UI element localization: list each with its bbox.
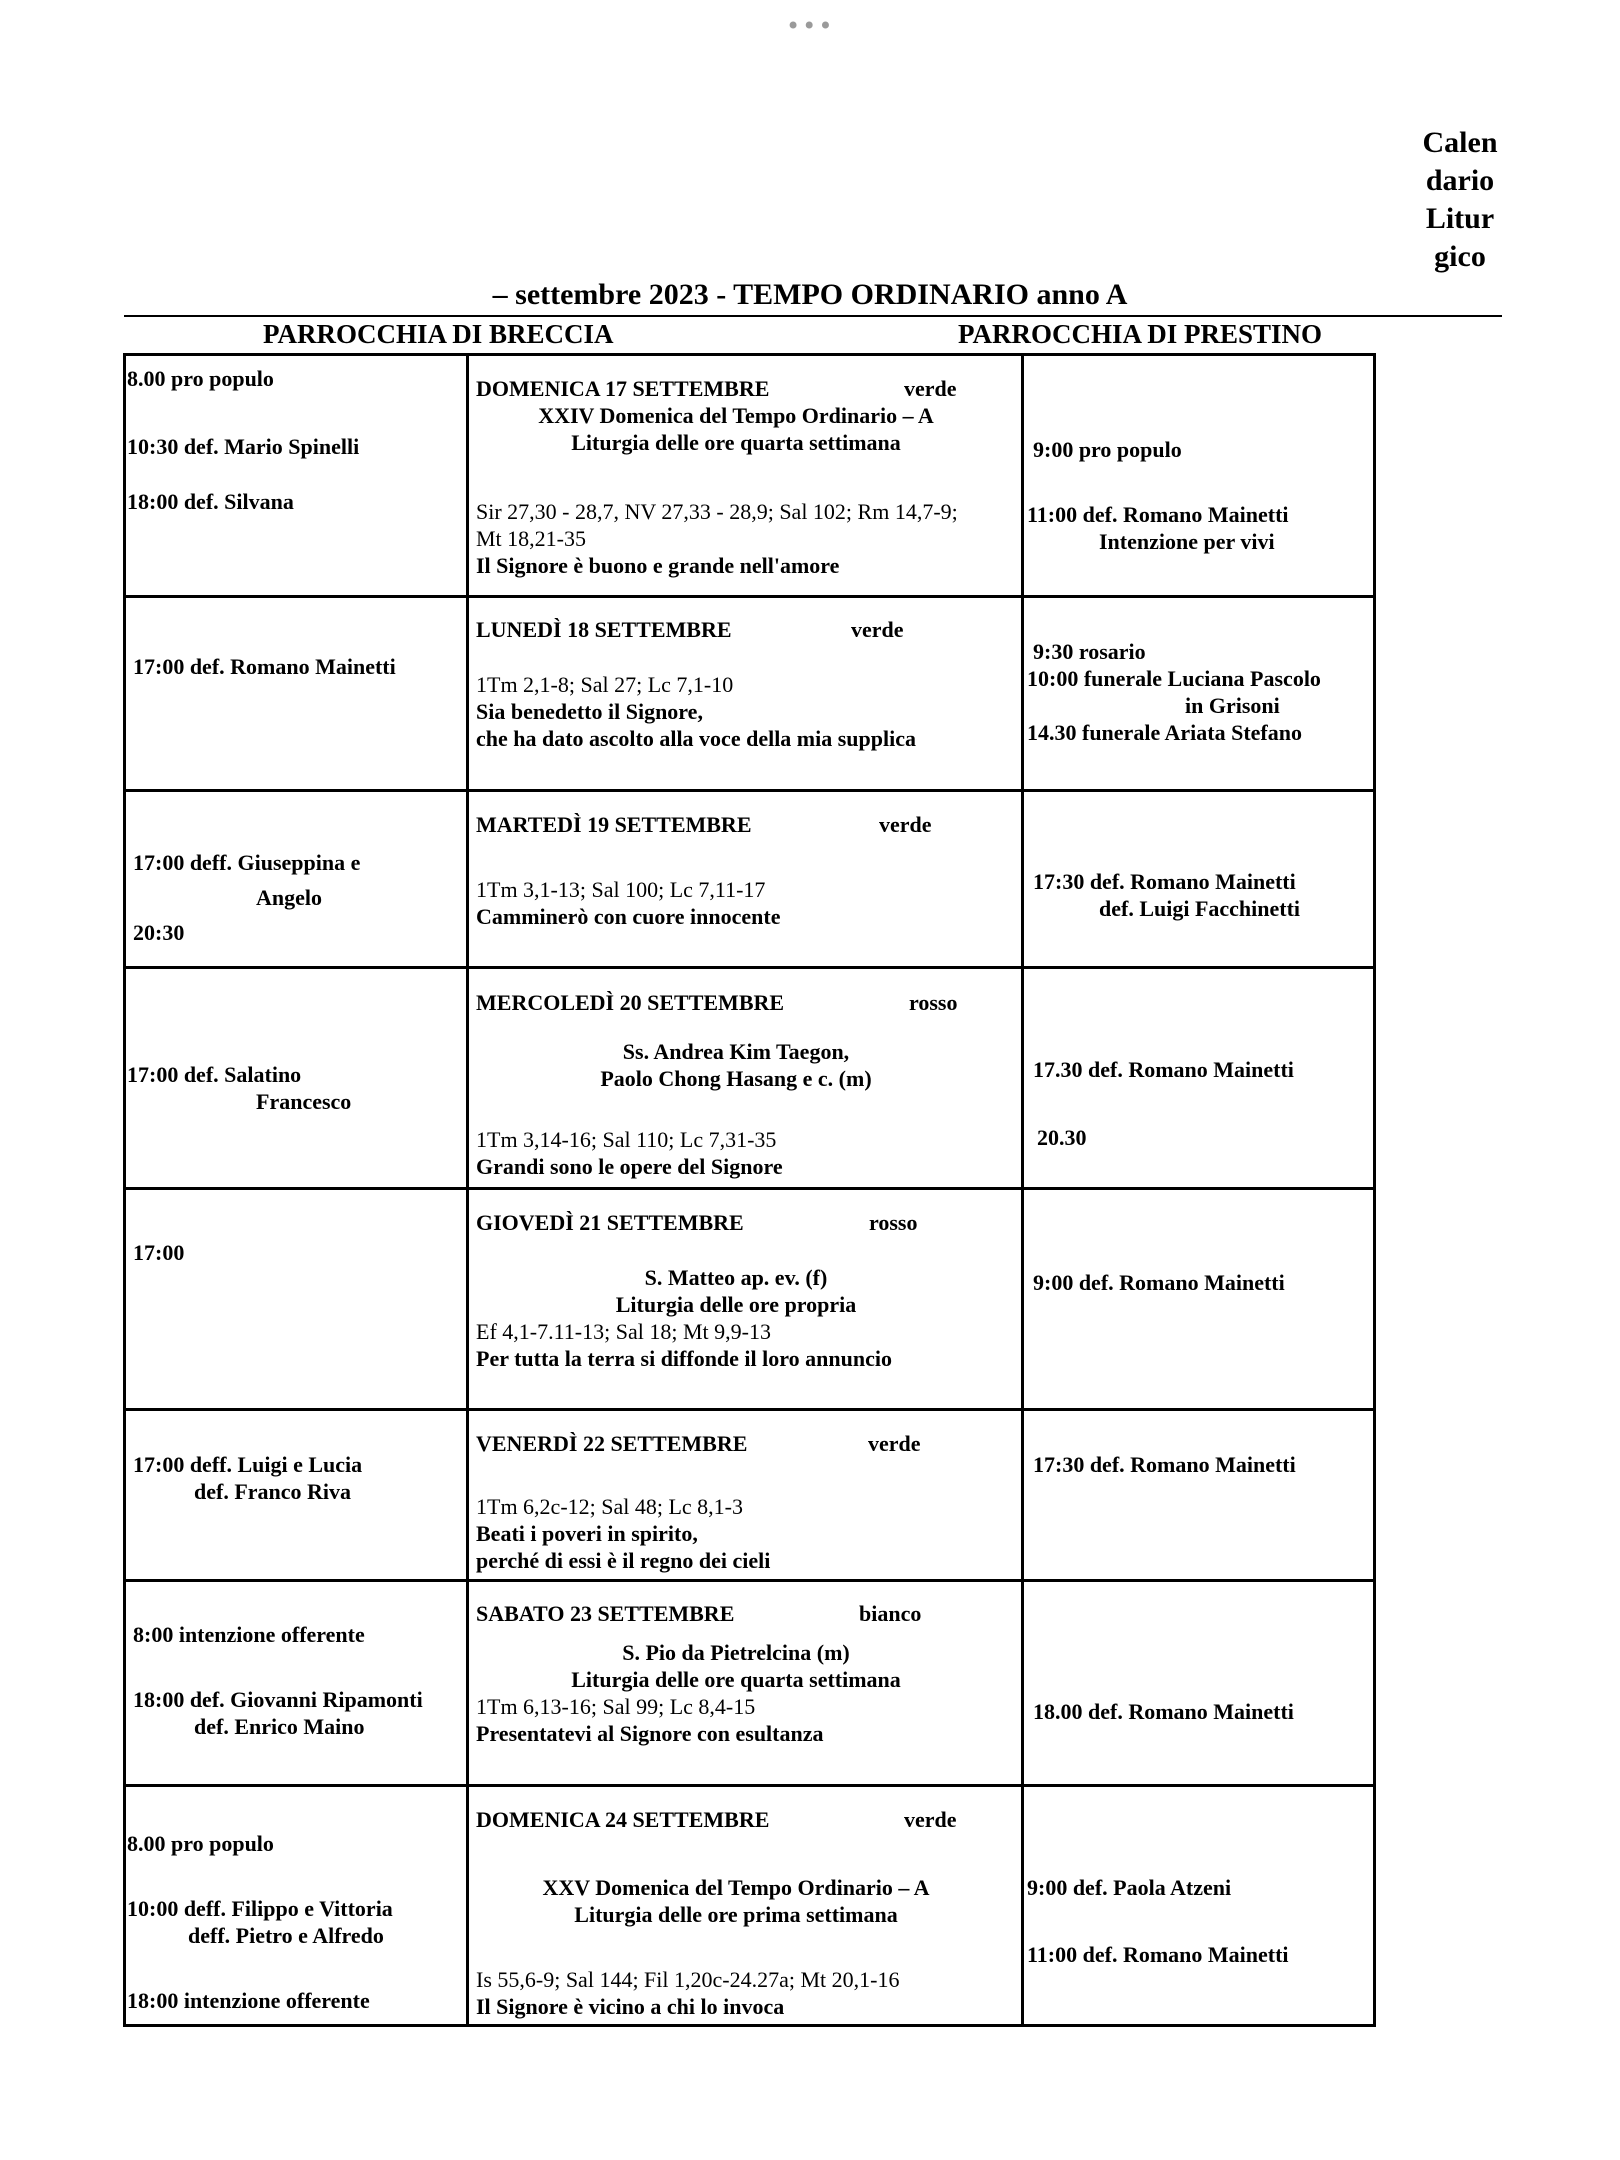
day-heading: SABATO 23 SETTEMBRE — [476, 1601, 735, 1626]
breccia-mass: def. Enrico Maino — [194, 1714, 365, 1739]
prestino-mass: Intenzione per vivi — [1099, 529, 1275, 554]
breccia-mass: Angelo — [256, 885, 322, 910]
breccia-mass: deff. Pietro e Alfredo — [188, 1923, 384, 1948]
row-divider — [123, 1187, 1376, 1190]
liturgical-color: rosso — [869, 1210, 918, 1235]
celebration-line: Liturgia delle ore propria — [615, 1292, 857, 1317]
psalm-refrain: Per tutta la terra si diffonde il loro annuncio — [476, 1346, 892, 1371]
day-heading: MARTEDÌ 19 SETTEMBRE — [476, 812, 752, 837]
psalm-refrain: Grandi sono le opere del Signore — [476, 1154, 783, 1179]
liturgical-color: verde — [851, 617, 904, 642]
parish-header-breccia: PARROCCHIA DI BRECCIA — [263, 319, 614, 349]
breccia-mass: def. Franco Riva — [194, 1479, 352, 1504]
liturgical-color: bianco — [859, 1601, 922, 1626]
side-title-line: Calen — [1422, 126, 1498, 159]
readings: 1Tm 3,14-16; Sal 110; Lc 7,31-35 — [476, 1127, 777, 1152]
breccia-mass: 18:00 def. Giovanni Ripamonti — [133, 1687, 423, 1712]
row-divider — [123, 966, 1376, 969]
day-heading: DOMENICA 17 SETTEMBRE — [476, 376, 770, 401]
prestino-mass: 9:30 rosario — [1033, 639, 1146, 664]
psalm-refrain: Beati i poveri in spirito, — [476, 1521, 698, 1546]
side-title-line: Litur — [1425, 202, 1495, 235]
side-title-line: dario — [1425, 164, 1495, 197]
psalm-refrain: Sia benedetto il Signore, — [476, 699, 703, 724]
row-divider — [123, 2024, 1376, 2027]
more-options-icon[interactable]: ••• — [786, 12, 835, 40]
day-heading: MERCOLEDÌ 20 SETTEMBRE — [476, 990, 785, 1015]
prestino-mass: 18.00 def. Romano Mainetti — [1033, 1699, 1294, 1724]
liturgical-color: verde — [904, 1807, 957, 1832]
prestino-mass: 9:00 def. Romano Mainetti — [1033, 1270, 1285, 1295]
row-divider — [123, 1579, 1376, 1582]
prestino-mass: 9:00 pro populo — [1033, 437, 1182, 462]
breccia-mass: 18:00 intenzione offerente — [127, 1988, 370, 2013]
column-divider — [466, 353, 469, 2027]
breccia-mass: 20:30 — [133, 920, 185, 945]
prestino-mass: 11:00 def. Romano Mainetti — [1027, 1942, 1289, 1967]
readings: Ef 4,1-7.11-13; Sal 18; Mt 9,9-13 — [476, 1319, 771, 1344]
side-title-line: gico — [1434, 240, 1486, 273]
prestino-mass: 20.30 — [1037, 1125, 1087, 1150]
psalm-refrain: Camminerò con cuore innocente — [476, 904, 781, 929]
liturgical-color: verde — [868, 1431, 921, 1456]
celebration-line: Paolo Chong Hasang e c. (m) — [600, 1066, 872, 1091]
prestino-mass: 17:30 def. Romano Mainetti — [1033, 1452, 1296, 1477]
row-divider — [123, 595, 1376, 598]
celebration-line: Ss. Andrea Kim Taegon, — [622, 1039, 850, 1064]
psalm-refrain: Presentatevi al Signore con esultanza — [476, 1721, 824, 1746]
breccia-mass: 10:00 deff. Filippo e Vittoria — [127, 1896, 393, 1921]
breccia-mass: 17:00 — [133, 1240, 185, 1265]
breccia-mass: 17:00 def. Salatino — [127, 1062, 302, 1087]
celebration-line: Liturgia delle ore prima settimana — [574, 1902, 898, 1927]
readings: Mt 18,21-35 — [476, 526, 586, 551]
column-divider — [1373, 353, 1376, 2027]
day-heading: DOMENICA 24 SETTEMBRE — [476, 1807, 770, 1832]
celebration-line: Liturgia delle ore quarta settimana — [571, 430, 901, 455]
readings: 1Tm 6,13-16; Sal 99; Lc 8,4-15 — [476, 1694, 756, 1719]
row-divider — [123, 1784, 1376, 1787]
breccia-mass: 17:00 deff. Giuseppina e — [133, 850, 361, 875]
breccia-mass: Francesco — [256, 1089, 352, 1114]
breccia-mass: 18:00 def. Silvana — [127, 489, 294, 514]
readings: 1Tm 2,1-8; Sal 27; Lc 7,1-10 — [476, 672, 734, 697]
row-divider — [123, 1408, 1376, 1411]
prestino-mass: 17:30 def. Romano Mainetti — [1033, 869, 1296, 894]
readings: 1Tm 6,2c-12; Sal 48; Lc 8,1-3 — [476, 1494, 744, 1519]
prestino-mass: 14.30 funerale Ariata Stefano — [1027, 720, 1302, 745]
breccia-mass: 8.00 pro populo — [127, 1831, 274, 1856]
breccia-mass: 17:00 def. Romano Mainetti — [133, 654, 396, 679]
psalm-refrain: Il Signore è vicino a chi lo invoca — [476, 1994, 785, 2019]
readings: 1Tm 3,1-13; Sal 100; Lc 7,11-17 — [476, 877, 766, 902]
readings: Sir 27,30 - 28,7, NV 27,33 - 28,9; Sal 102; Rm 14,7-9; — [476, 499, 958, 524]
page-title: – settembre 2023 - TEMPO ORDINARIO anno A — [492, 278, 1128, 311]
day-heading: LUNEDÌ 18 SETTEMBRE — [476, 617, 732, 642]
prestino-mass: 10:00 funerale Luciana Pascolo — [1027, 666, 1321, 691]
celebration-line: XXIV Domenica del Tempo Ordinario – A — [538, 403, 934, 428]
prestino-mass: in Grisoni — [1185, 693, 1280, 718]
breccia-mass: 10:30 def. Mario Spinelli — [127, 434, 360, 459]
prestino-mass: 9:00 def. Paola Atzeni — [1027, 1875, 1232, 1900]
psalm-refrain: che ha dato ascolto alla voce della mia supplica — [476, 726, 916, 751]
parish-header-prestino: PARROCCHIA DI PRESTINO — [958, 319, 1323, 349]
prestino-mass: 11:00 def. Romano Mainetti — [1027, 502, 1289, 527]
psalm-refrain: Il Signore è buono e grande nell'amore — [476, 553, 840, 578]
liturgical-color: verde — [879, 812, 932, 837]
side-title — [1405, 124, 1515, 276]
day-heading: VENERDÌ 22 SETTEMBRE — [476, 1431, 748, 1456]
day-heading: GIOVEDÌ 21 SETTEMBRE — [476, 1210, 744, 1235]
prestino-mass: def. Luigi Facchinetti — [1099, 896, 1301, 921]
liturgical-color: rosso — [909, 990, 958, 1015]
row-divider — [123, 789, 1376, 792]
breccia-mass: 17:00 deff. Luigi e Lucia — [133, 1452, 363, 1477]
celebration-line: S. Pio da Pietrelcina (m) — [622, 1640, 850, 1665]
psalm-refrain: perché di essi è il regno dei cieli — [476, 1548, 771, 1573]
liturgical-color: verde — [904, 376, 957, 401]
prestino-mass: 17.30 def. Romano Mainetti — [1033, 1057, 1294, 1082]
celebration-line: Liturgia delle ore quarta settimana — [571, 1667, 901, 1692]
celebration-line: S. Matteo ap. ev. (f) — [644, 1265, 828, 1290]
column-divider — [1021, 353, 1024, 2027]
celebration-line: XXV Domenica del Tempo Ordinario – A — [542, 1875, 930, 1900]
column-divider — [123, 353, 126, 2027]
breccia-mass: 8.00 pro populo — [127, 366, 274, 391]
title-divider — [124, 315, 1502, 317]
breccia-mass: 8:00 intenzione offerente — [133, 1622, 365, 1647]
liturgical-calendar-table — [123, 353, 1376, 2027]
readings: Is 55,6-9; Sal 144; Fil 1,20c-24.27a; Mt 20,1-16 — [476, 1967, 900, 1992]
row-divider — [123, 353, 1376, 356]
